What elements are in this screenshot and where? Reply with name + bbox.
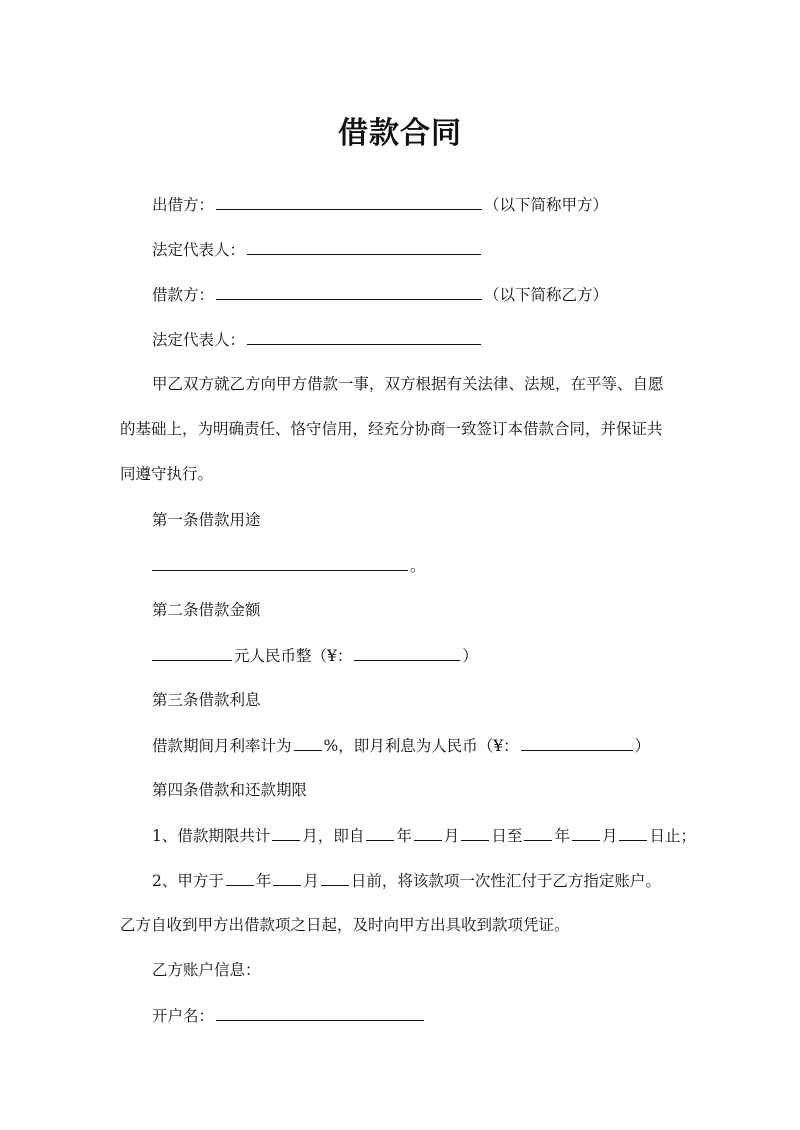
start-year-blank[interactable] [366, 825, 394, 841]
amount-words-blank[interactable] [152, 645, 232, 661]
lender-suffix: （以下简称甲方） [484, 196, 609, 214]
article4-heading: 第四条借款和还款期限 [152, 781, 308, 799]
article3-heading: 第三条借款利息 [152, 691, 261, 709]
preamble-line-3: 同遵守执行。 [120, 465, 214, 483]
term2-text-c: 月 [303, 872, 319, 890]
amount-text-1: 元人民币整（¥： [234, 647, 353, 665]
borrower-suffix: （以下简称乙方） [484, 286, 609, 304]
representative-label-1: 法定代表人： [152, 241, 246, 259]
preamble-line-2: 的基础上，为明确责任、恪守信用，经充分协商一致签订本借款合同，并保证共 [120, 420, 663, 438]
account-name-label: 开户名： [152, 1007, 215, 1025]
term1-text-f: 年 [554, 827, 570, 845]
start-day-blank[interactable] [461, 825, 489, 841]
account-name-line [152, 1005, 426, 1026]
term2-text-d: 日前，将该款项一次性汇付于乙方指定账户。 [350, 872, 661, 890]
term-item-1 [152, 825, 696, 846]
term1-text-d: 月 [443, 827, 460, 845]
end-day-blank[interactable] [619, 825, 647, 841]
term-item-2 [152, 870, 661, 891]
account-heading: 乙方账户信息： [152, 961, 261, 979]
term2-text-a: 2、甲方于 [152, 872, 224, 890]
lender-blank[interactable] [216, 194, 482, 210]
preamble-line-1: 甲乙双方就乙方向甲方借款一事，双方根据有关法律、法规，在平等、自愿 [152, 375, 664, 393]
term-months-blank[interactable] [272, 825, 300, 841]
term2-text-b: 年 [255, 872, 272, 890]
interest-text-3: ） [634, 737, 651, 755]
term1-text-h: 日止； [649, 827, 696, 845]
amount-number-blank[interactable] [354, 645, 460, 661]
transfer-day-blank[interactable] [321, 870, 349, 886]
term1-text-g: 月 [601, 827, 618, 845]
transfer-year-blank[interactable] [226, 870, 254, 886]
borrower-label: 借款方： [152, 286, 215, 304]
lender-label: 出借方： [152, 196, 215, 214]
term1-text-a: 1、借款期限共计 [152, 827, 271, 845]
lender-line [152, 194, 608, 215]
article3-interest-line [152, 735, 650, 756]
interest-text-1: 借款期间月利率计为 [152, 737, 292, 755]
transfer-month-blank[interactable] [273, 870, 301, 886]
term1-text-b: 月，即自 [302, 827, 365, 845]
rate-blank[interactable] [294, 735, 322, 751]
end-year-blank[interactable] [524, 825, 552, 841]
document-title: 借款合同 [338, 116, 462, 151]
interest-text-2: %，即月利息为人民币（¥： [323, 737, 519, 755]
representative-line-1 [152, 239, 483, 260]
borrower-line [152, 284, 608, 305]
account-name-blank[interactable] [216, 1005, 424, 1021]
term-item-2-continued: 乙方自收到甲方出借款项之日起，及时向甲方出具收到款项凭证。 [120, 916, 570, 934]
article1-heading: 第一条借款用途 [152, 511, 261, 529]
purpose-blank[interactable] [152, 555, 408, 571]
article2-amount-line [152, 645, 478, 666]
borrower-blank[interactable] [216, 284, 482, 300]
representative-line-2 [152, 329, 483, 350]
purpose-end: 。 [410, 557, 426, 575]
representative-blank-2[interactable] [247, 329, 481, 345]
amount-text-2: ） [462, 647, 478, 665]
term1-text-c: 年 [396, 827, 412, 845]
representative-label-2: 法定代表人： [152, 331, 246, 349]
end-month-blank[interactable] [572, 825, 600, 841]
interest-amount-blank[interactable] [521, 735, 633, 751]
start-month-blank[interactable] [414, 825, 442, 841]
representative-blank-1[interactable] [247, 239, 481, 255]
article2-heading: 第二条借款金额 [152, 601, 261, 619]
term1-text-e: 日至 [491, 827, 523, 845]
article1-purpose-line [152, 555, 426, 576]
